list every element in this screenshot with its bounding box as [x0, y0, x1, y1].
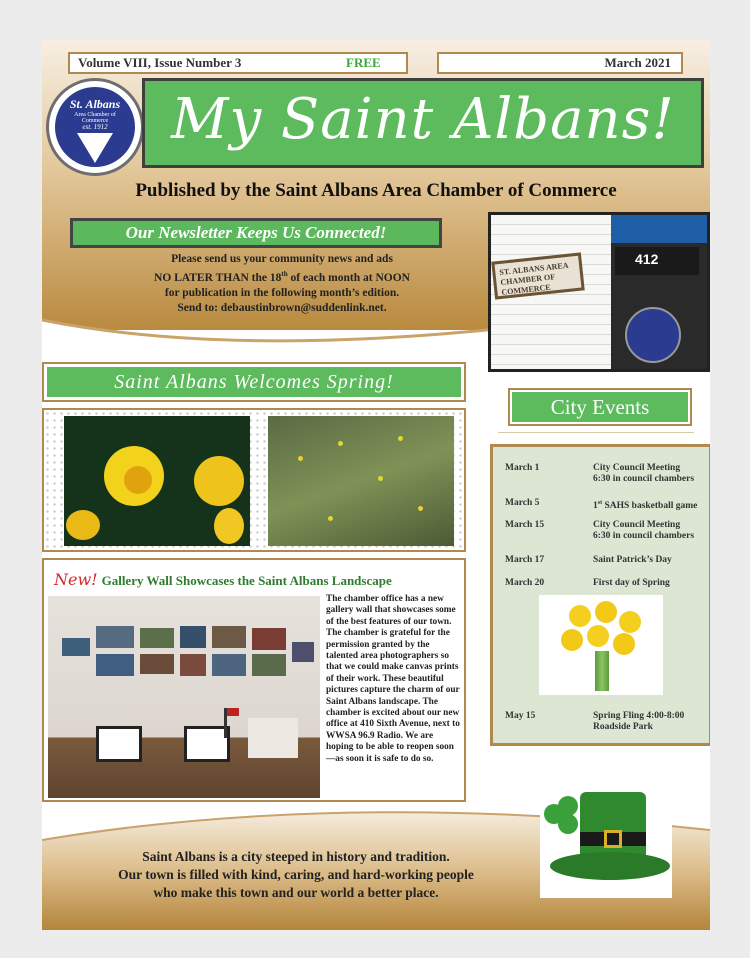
- title-banner: [142, 78, 704, 168]
- event-date: March 17: [505, 555, 545, 565]
- newsletter-heading-box: [70, 218, 442, 248]
- gallery-heading-row: [54, 570, 458, 590]
- logo-line2: Area Chamber of Commerce: [74, 112, 116, 124]
- newsletter-title: My Saint Albans!: [171, 87, 675, 152]
- event-date: March 15: [505, 520, 545, 530]
- building-photo: [488, 212, 710, 372]
- date-box: [437, 52, 683, 74]
- event-title: First day of Spring: [593, 578, 670, 588]
- spring-photos-frame: [42, 408, 466, 552]
- event-date: March 20: [505, 578, 545, 588]
- gallery-heading: Gallery Wall Showcases the Saint Albans Landscape: [101, 573, 392, 588]
- event-title: 1st SAHS basketball game: [593, 500, 698, 512]
- event-title: City Council Meeting 6:30 in council chambers: [593, 463, 695, 484]
- newsletter-heading: Our Newsletter Keeps Us Connected!: [125, 223, 387, 242]
- logo-line3: est. 1912: [82, 123, 108, 131]
- logo-line1: St. Albans: [69, 97, 121, 111]
- newsletter-line1: Please send us your community news and ads: [171, 253, 393, 265]
- leprechaun-hat-image: [540, 786, 672, 898]
- publisher-line: Published by the Saint Albans Area Chamber of Commerce: [135, 180, 617, 201]
- volume-text: Volume VIII, Issue Number 3: [78, 55, 242, 70]
- event-date: May 15: [505, 711, 536, 721]
- newsletter-body: [82, 252, 482, 316]
- building-number: 412: [635, 251, 659, 267]
- footer-line2: Our town is filled with kind, caring, and hard-working people: [118, 867, 474, 882]
- volume-box: [68, 52, 408, 74]
- gallery-body: The chamber office has a new gallery wall that showcases some of the best features of our town. The chamber is grateful for the permission granted by the talented area photographers so that we could make canvas prints of their work. These beautiful pictures capture the charm of our Saint Albans landscape. The chamber is excited about our new office at 410 Sixth Avenue, next to WWSA 96.9 Radio. We are hoping to be able to reopen soon—as soon it is safe to do so.: [326, 594, 460, 764]
- gallery-section: [42, 558, 466, 802]
- chamber-logo: [46, 78, 144, 176]
- date-text: March 2021: [604, 55, 671, 70]
- daffodil-photo: [64, 416, 250, 546]
- free-text: FREE: [346, 55, 381, 70]
- newsletter-page: [42, 40, 710, 930]
- newsletter-line2: NO LATER THAN the 18th of each month at NOON: [154, 270, 410, 284]
- footer-text: [62, 848, 530, 902]
- event-date: March 1: [505, 463, 540, 473]
- events-heading: City Events: [550, 395, 650, 419]
- events-heading-frame: [510, 390, 690, 424]
- newsletter-line3: for publication in the following month’s edition.: [164, 286, 400, 299]
- new-label: New!: [54, 570, 98, 589]
- events-box: [490, 444, 710, 746]
- event-title: Saint Patrick’s Day: [593, 555, 672, 565]
- event-title: City Council Meeting 6:30 in council chambers: [593, 520, 695, 541]
- event-title: Spring Fling 4:00-8:00 Roadside Park: [593, 711, 685, 732]
- daffodil-bouquet-image: [539, 595, 663, 695]
- spring-heading: Saint Albans Welcomes Spring!: [114, 371, 394, 393]
- field-photo: [268, 416, 454, 546]
- footer-line3: who make this town and our world a better place.: [153, 885, 439, 900]
- spring-banner: [42, 362, 466, 402]
- newsletter-line4: Send to: debaustinbrown@suddenlink.net.: [177, 301, 387, 314]
- events-divider: [498, 432, 694, 433]
- gallery-photo: [48, 596, 320, 798]
- footer-line1: Saint Albans is a city steeped in history and tradition.: [142, 849, 450, 864]
- event-date: March 5: [505, 498, 540, 508]
- building-sign: ST. ALBANS AREA CHAMBER OF COMMERCE: [491, 252, 584, 299]
